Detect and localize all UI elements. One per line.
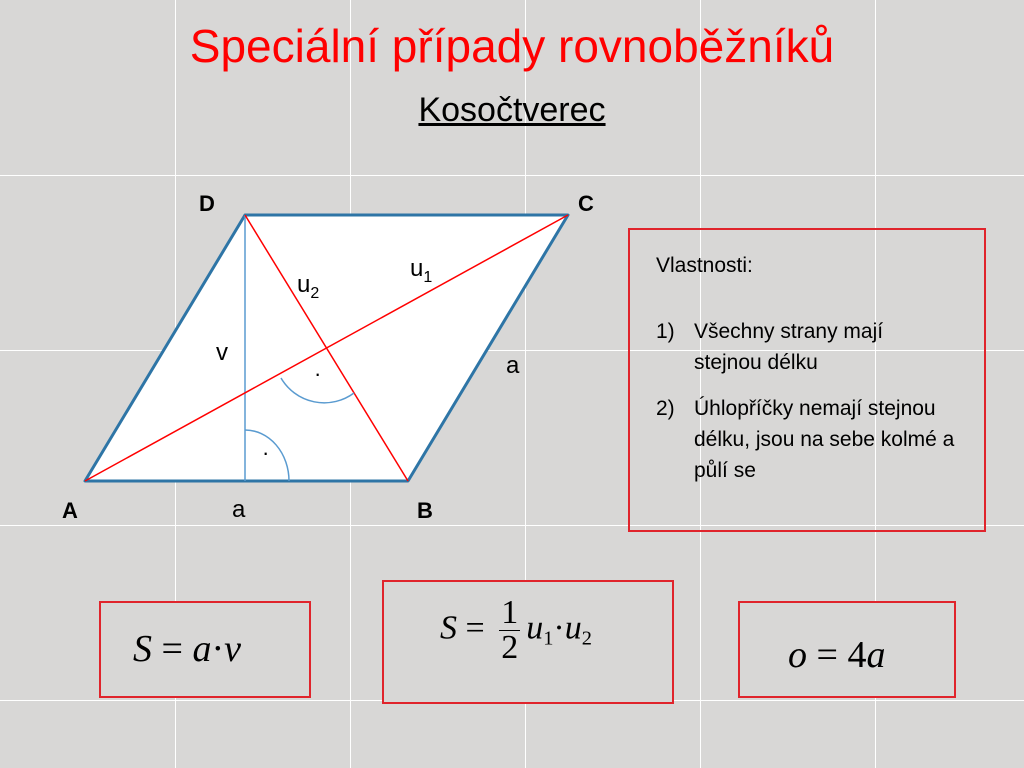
formula-perimeter: o = 4a [788,634,886,676]
formula-area-diagonals-box [382,580,674,704]
diagonal-label-u1: $u_1$ [410,255,433,286]
properties-heading: Vlastnosti: [656,254,753,277]
formula-perimeter-box [738,601,956,698]
vertex-label-b: B [417,498,433,523]
height-label: v [216,339,228,366]
property-text: Úhlopříčky nemají stejnou délku, jsou na sebe kolmé a půlí se [694,397,955,482]
diagonal-label-u2: $u_2$ [297,271,320,302]
slide-subtitle: Kosočtverec [418,91,606,129]
fraction-one-half: $\frac{1}{2}$ [501,594,519,666]
slide-title: Speciální případy rovnoběžníků [189,20,835,72]
vertex-label-d: D [199,191,215,216]
properties-box [628,228,986,532]
property-number: 1) [656,320,675,343]
formula-area-diagonals: S = $\frac{1}{2}$ $u_1\cdot u_2$ [440,594,592,666]
property-number: 2) [656,397,675,420]
vertex-label-a: A [62,498,78,523]
right-angle-dot: · [262,440,270,465]
side-label-right: a [506,352,520,379]
side-label-bottom: a [232,496,246,523]
formula-area-height-box [99,601,311,698]
vertex-label-c: C [578,191,594,216]
formula-area-height: S = a·v [133,628,241,670]
right-angle-dot: · [314,361,322,386]
property-text: Všechny strany mají stejnou délku [694,320,884,374]
